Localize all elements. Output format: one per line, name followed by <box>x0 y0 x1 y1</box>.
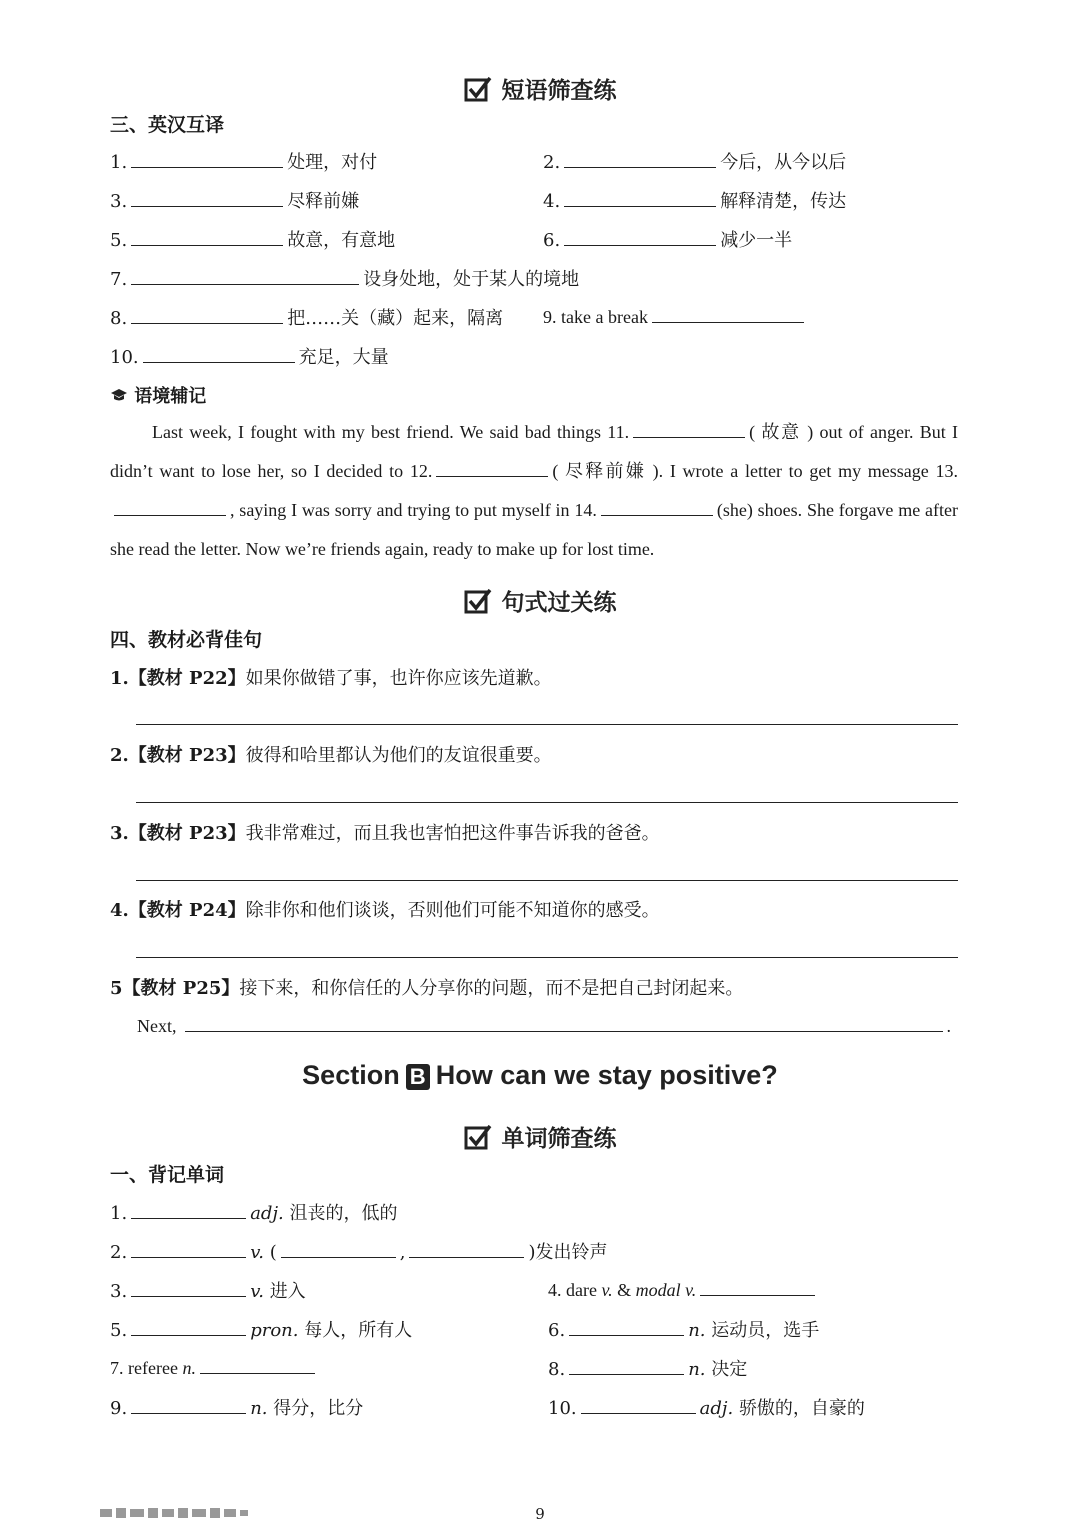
answer-blank[interactable] <box>281 1239 396 1258</box>
answer-blank[interactable] <box>131 227 283 246</box>
phrase-item-8: 8. 把……关（藏）起来，隔离 <box>110 304 503 330</box>
sentence-item-5: 5【教材 P25】 接下来，和你信任的人分享你的问题，而不是把自己封闭起来。 <box>110 978 744 999</box>
answer-blank[interactable] <box>131 1395 246 1414</box>
sentence-item-3: 3.【教材 P23】 我非常难过，而且我也害怕把这件事告诉我的爸爸。 <box>110 823 660 844</box>
phrase-item-9: 9. take a break <box>543 304 808 328</box>
word-item-6: 6. n. 运动员，选手 <box>548 1316 819 1342</box>
word-item-2: 2. v. ( , ) 发出铃声 <box>110 1238 607 1264</box>
word-item-4: 4. dare v. & modal v. <box>548 1277 819 1301</box>
word-item-5: 5. pron. 每人，所有人 <box>110 1316 412 1342</box>
context-paragraph: Last week, I fought with my best friend. We said bad things 11. ( 故意 ) out of anger. But I didn’t want to lose her, so I decided to 12. ( 尽释前嫌 ). I wrote a letter to get my message 13., saying I was sorry and trying to put myself in 14. (she) shoes. She forgave me after she read the letter. Now we’re friends again, ready to make up for lost time. <box>110 422 958 559</box>
checkbox-check-icon <box>464 1124 492 1156</box>
answer-blank[interactable] <box>700 1277 815 1296</box>
answer-blank[interactable] <box>569 1317 684 1336</box>
answer-blank[interactable] <box>131 1278 246 1297</box>
answer-blank[interactable] <box>409 1239 524 1258</box>
answer-blank[interactable] <box>200 1355 315 1374</box>
phrase-item-7: 7. 设身处地，处于某人的境地 <box>110 265 579 291</box>
blank-12[interactable] <box>436 460 548 477</box>
section-title-text: 单词筛查练 <box>501 1126 617 1152</box>
part3-heading: 三、英汉互译 <box>110 114 225 136</box>
answer-blank[interactable] <box>581 1395 696 1414</box>
answer-blank[interactable] <box>564 227 716 246</box>
part1-heading: 一、背记单词 <box>110 1164 225 1186</box>
word-item-9: 9. n. 得分，比分 <box>110 1394 363 1420</box>
answer-blank[interactable] <box>131 266 359 285</box>
section-letter-badge: B <box>406 1064 430 1090</box>
part4-heading: 四、教材必背佳句 <box>110 629 263 651</box>
word-item-10: 10. adj. 骄傲的，自豪的 <box>548 1394 865 1420</box>
phrase-item-2: 2. 今后，从今以后 <box>543 148 846 174</box>
next-line: Next, . <box>137 1013 951 1037</box>
section-title-text: 句式过关练 <box>501 590 617 616</box>
section-title-sentences <box>0 584 1080 620</box>
phrase-item-4: 4. 解释清楚，传达 <box>543 187 846 213</box>
section-title-words <box>0 1120 1080 1156</box>
word-item-3: 3. v. 进入 <box>110 1277 306 1303</box>
answer-blank[interactable] <box>569 1356 684 1375</box>
answer-blank[interactable] <box>131 149 283 168</box>
answer-blank[interactable] <box>131 1239 246 1258</box>
phrase-item-6: 6. 减少一半 <box>543 226 792 252</box>
phrase-item-1: 1. 处理，对付 <box>110 148 377 174</box>
word-item-1: 1. adj. 沮丧的，低的 <box>110 1199 397 1225</box>
phrase-item-3: 3. 尽释前嫌 <box>110 187 359 213</box>
blank-14[interactable] <box>601 499 713 516</box>
answer-blank[interactable] <box>564 188 716 207</box>
answer-blank[interactable] <box>131 1200 246 1219</box>
checkbox-check-icon <box>464 588 492 620</box>
answer-blank[interactable] <box>185 1013 943 1032</box>
sentence-item-4: 4.【教材 P24】 除非你和他们谈谈，否则他们可能不知道你的感受。 <box>110 900 660 921</box>
answer-line[interactable] <box>136 880 958 881</box>
phrase-item-5: 5. 故意，有意地 <box>110 226 395 252</box>
section-title-phrases <box>0 72 1080 108</box>
word-item-8: 8. n. 决定 <box>548 1355 747 1381</box>
word-item-7: 7. referee n. <box>110 1355 319 1379</box>
phrase-item-10: 10. 充足，大量 <box>110 343 389 369</box>
answer-blank[interactable] <box>131 305 283 324</box>
blank-13[interactable] <box>114 499 226 516</box>
answer-line[interactable] <box>136 957 958 958</box>
graduation-cap-icon <box>110 386 134 407</box>
answer-blank[interactable] <box>564 149 716 168</box>
section-b-title: Section B How can we stay positive? <box>302 1060 778 1090</box>
sentence-item-1: 1.【教材 P22】 如果你做错了事，也许你应该先道歉。 <box>110 668 552 689</box>
answer-line[interactable] <box>136 802 958 803</box>
answer-blank[interactable] <box>131 1317 246 1336</box>
page-number: 9 <box>535 1505 545 1523</box>
section-title-text: 短语筛查练 <box>501 78 617 104</box>
blank-11[interactable] <box>633 421 745 438</box>
answer-blank[interactable] <box>131 188 283 207</box>
checkbox-check-icon <box>464 76 492 108</box>
answer-blank[interactable] <box>652 304 804 323</box>
answer-blank[interactable] <box>143 344 295 363</box>
sentence-item-2: 2.【教材 P23】 彼得和哈里都认为他们的友谊很重要。 <box>110 745 552 766</box>
context-heading: 语境辅记 <box>110 382 206 408</box>
answer-line[interactable] <box>136 724 958 725</box>
